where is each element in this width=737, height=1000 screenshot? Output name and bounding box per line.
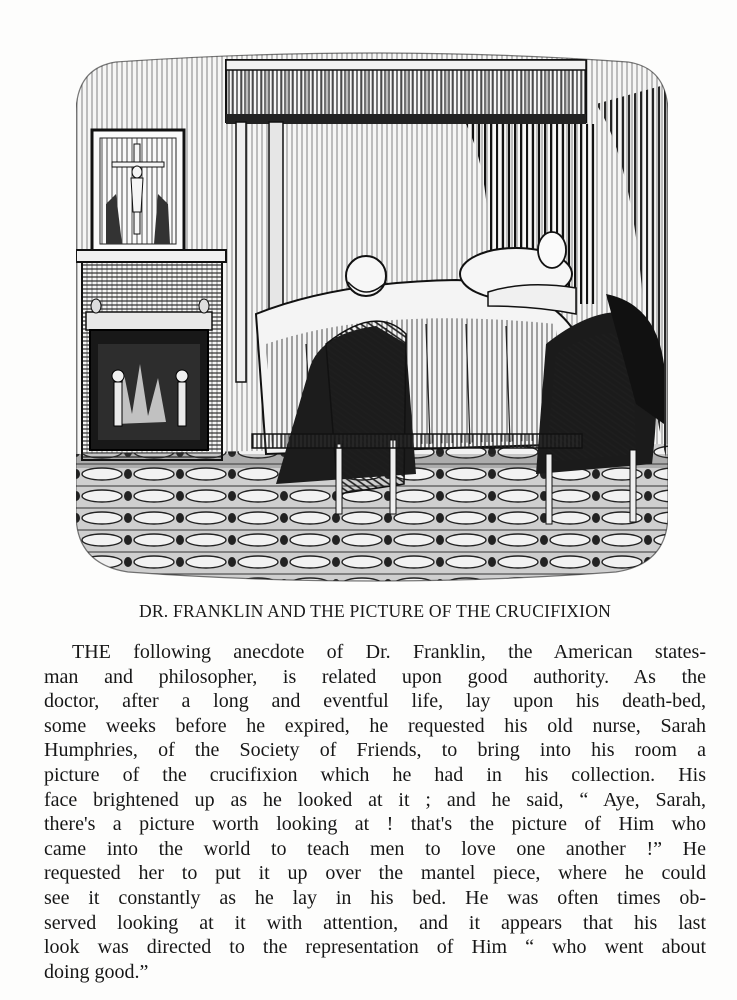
text-line: man and philosopher, is related upon good authority. As the	[44, 665, 706, 688]
crucifix-picture	[92, 130, 184, 252]
text-line: face brightened up as he looked at it ; and he said, “ Aye, Sarah,	[44, 788, 706, 811]
text-line: doing good.”	[44, 960, 149, 983]
anecdote-paragraph	[44, 640, 706, 984]
text-line: some weeks before he expired, he requested his old nurse, Sarah	[44, 714, 706, 737]
text-line: requested her to put it up over the mantel piece, where he could	[44, 862, 706, 885]
text-line: doctor, after a long and eventful life, lay upon his death-bed,	[44, 690, 706, 713]
deathbed-engraving	[76, 44, 668, 584]
text-line: THE following anecdote of Dr. Franklin, the American states-	[72, 641, 706, 663]
illustration-caption: DR. FRANKLIN AND THE PICTURE OF THE CRUCIFIXION	[138, 601, 612, 621]
text-line: see it constantly as he lay in his bed. He was often times ob-	[44, 886, 706, 909]
text-line: served looking at it with attention, and it appears that his last	[44, 911, 706, 934]
text-line: there's a picture worth looking at ! that's the picture of Him who	[44, 813, 706, 836]
text-line: look was directed to the representation of Him “ who went about	[44, 936, 706, 959]
fireplace	[76, 250, 226, 460]
text-line: Humphries, of the Society of Friends, to bring into his room a	[44, 739, 706, 762]
text-line: came into the world to teach men to love one another !” He	[44, 837, 706, 860]
text-line: picture of the crucifixion which he had in his collection. His	[44, 763, 706, 786]
